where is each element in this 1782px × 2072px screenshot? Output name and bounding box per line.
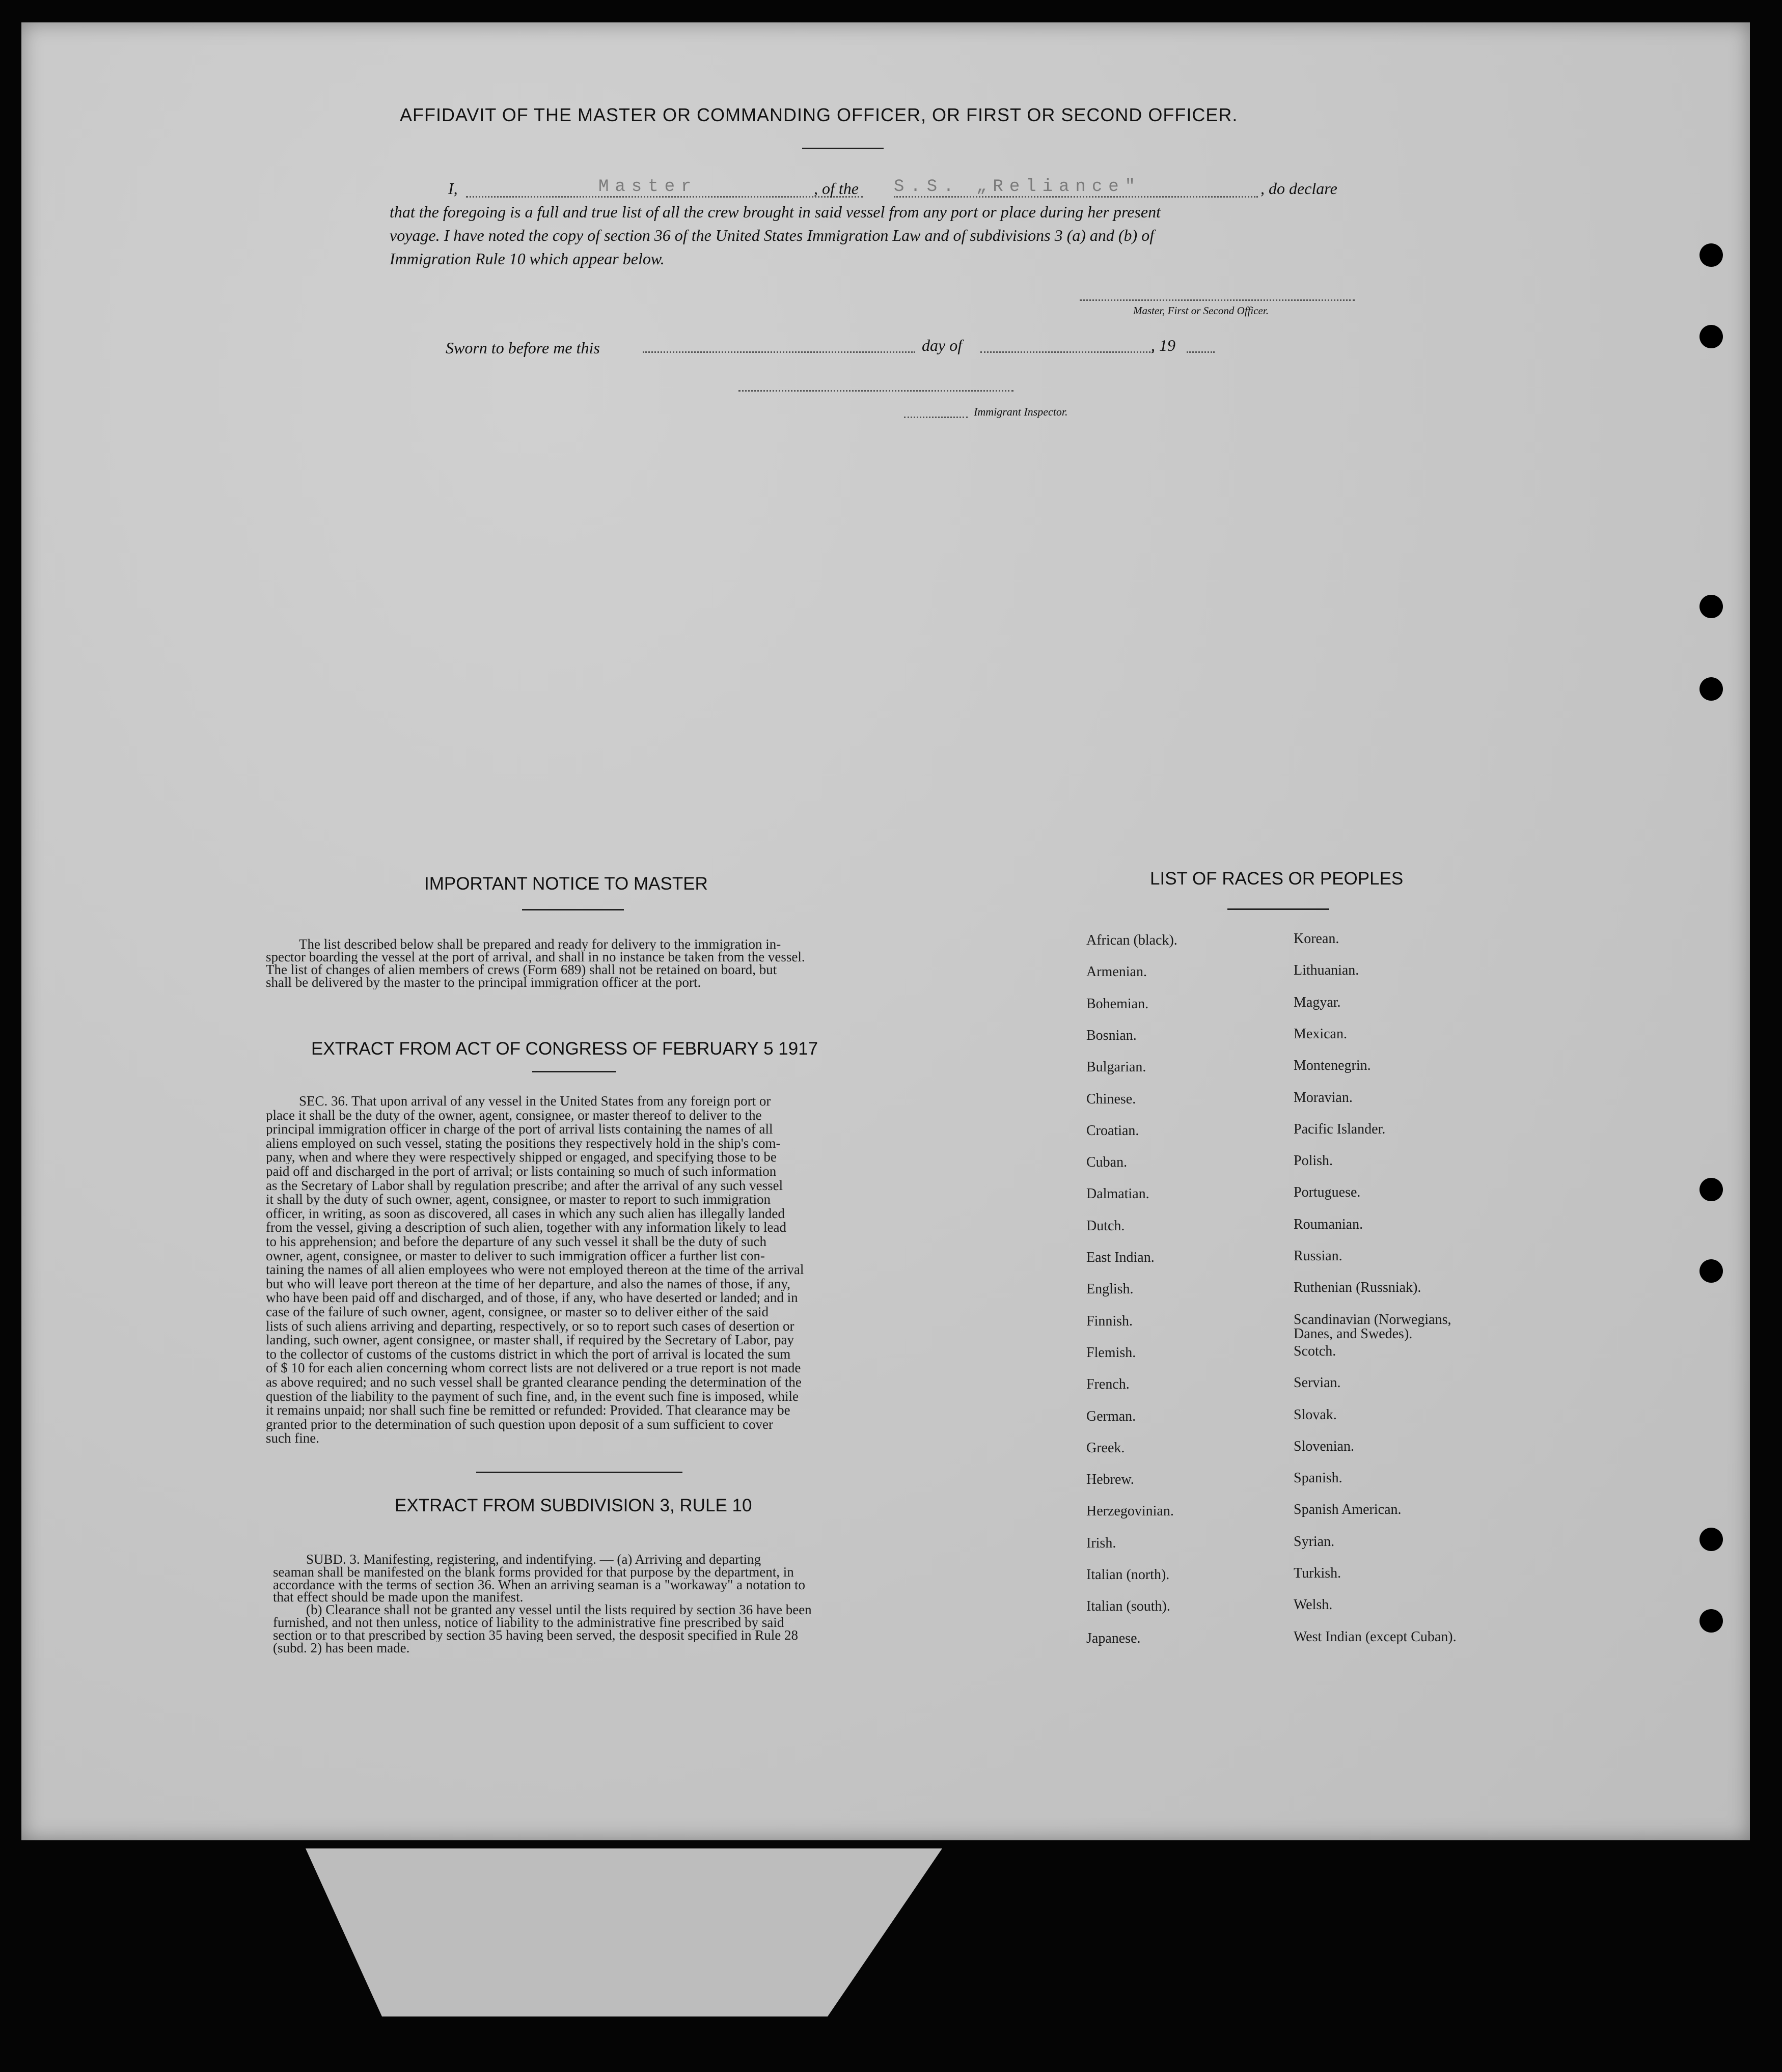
race-item: Dutch. — [1086, 1218, 1125, 1234]
notice-title: IMPORTANT NOTICE TO MASTER — [424, 874, 708, 894]
inspector-line[interactable] — [738, 390, 1013, 392]
vessel-typed: S.S. „Reliance" — [894, 177, 1142, 197]
act-text-line: lists of such aliens arriving and departing, respectively, or so to report such cases of desertion or — [266, 1318, 794, 1333]
paper-tab — [306, 1848, 942, 2016]
race-item: East Indian. — [1086, 1250, 1155, 1265]
act-text-line: of $ 10 for each alien concerning whom correct lists are not delivered or a true report is not made — [266, 1361, 801, 1375]
act-text-line: to the collector of customs of the customs district in which the port of arrival is located the sum — [266, 1346, 791, 1361]
rule-title: EXTRACT FROM SUBDIVISION 3, RULE 10 — [395, 1496, 752, 1515]
race-item: African (black). — [1086, 932, 1177, 948]
act-rule — [532, 1071, 616, 1072]
race-item: Scandinavian (Norwegians, Danes, and Swedes). — [1294, 1311, 1451, 1342]
race-item: Mexican. — [1294, 1026, 1347, 1042]
act-text-line: it remains unpaid; nor shall such fine be remitted or refunded: Provided. That clearance may be — [266, 1403, 790, 1418]
binder-hole — [1699, 1259, 1723, 1283]
race-item: Turkish. — [1294, 1565, 1341, 1581]
race-item: Lithuanian. — [1294, 962, 1359, 979]
rule-text-line: (b) Clearance shall not be granted any vessel until the lists required by section 36 have been — [306, 1603, 812, 1617]
act-text-line: such fine. — [266, 1431, 319, 1446]
race-item: Moravian. — [1294, 1089, 1353, 1106]
affidavit-line-2: that the foregoing is a full and true list of all the crew brought in said vessel from any port or place during her present — [390, 203, 1161, 221]
separator-rule — [476, 1472, 682, 1473]
act-text-line: as above required; and no such vessel shall be granted clearance pending the determination of the — [266, 1375, 802, 1389]
notice-text-line: spector boarding the vessel at the port of arrival, and shall in no instance be taken from the vessel. — [266, 950, 805, 964]
notice-text-line: The list of changes of alien members of crews (Form 689) shall not be retained on board, but — [266, 962, 777, 977]
act-text-line: it shall by the duty of such owner, agent, consignee, or master to report to such immigration — [266, 1192, 771, 1207]
race-item: Croatian. — [1086, 1122, 1139, 1139]
rule-text-line: (subd. 2) has been made. — [273, 1640, 410, 1655]
race-item: Slovak. — [1294, 1406, 1337, 1423]
affidavit-line-4: Immigration Rule 10 which appear below. — [390, 250, 665, 268]
affidavit-title: AFFIDAVIT OF THE MASTER OR COMMANDING OFFICER, OR FIRST OR SECOND OFFICER. — [400, 104, 1238, 125]
binder-hole — [1699, 1528, 1723, 1551]
race-item: Bulgarian. — [1086, 1059, 1146, 1075]
inspector-caption: Immigrant Inspector. — [974, 405, 1068, 418]
affidavit-of-the: , of the — [814, 179, 859, 198]
year-prefix: , 19 — [1151, 336, 1175, 354]
race-item: Korean. — [1294, 931, 1339, 947]
races-rule — [1227, 908, 1329, 910]
act-text-line: taining the names of all alien employees who were not employed thereon at the time of the arrival — [266, 1262, 804, 1277]
rule-text-line: that effect should be made upon the manifest. — [273, 1590, 524, 1605]
race-item: Irish. — [1086, 1535, 1116, 1551]
notice-text-line: shall be delivered by the master to the principal immigration officer at the port. — [266, 975, 701, 989]
year-field[interactable] — [1187, 351, 1215, 353]
race-item: Italian (south). — [1086, 1598, 1170, 1615]
race-item: Montenegrin. — [1294, 1058, 1371, 1074]
race-item: Roumanian. — [1294, 1216, 1363, 1232]
act-text-line: paid off and discharged in the port of arrival; or lists containing so much of such information — [266, 1164, 777, 1178]
act-text-line: granted prior to the determination of such question upon deposit of a sum sufficient to cover — [266, 1417, 774, 1431]
races-title: LIST OF RACES OR PEOPLES — [1150, 869, 1404, 889]
act-text-line: case of the failure of such owner, agent, consignee, or master so to deliver either of the said — [266, 1305, 769, 1319]
race-item: Magyar. — [1294, 994, 1341, 1010]
act-text-line: place it shall be the duty of the owner, agent, consignee, or master thereof to deliver to the — [266, 1108, 762, 1122]
signature-caption: Master, First or Second Officer. — [1133, 305, 1269, 317]
race-item: Spanish American. — [1294, 1502, 1402, 1518]
race-item: Italian (north). — [1086, 1567, 1170, 1583]
binder-hole — [1699, 1178, 1723, 1201]
sworn-text: Sworn to before me this — [446, 339, 600, 357]
act-text-line: question of the liability to the payment of such fine, and, in the event such fine is imposed, while — [266, 1389, 799, 1403]
race-item: West Indian (except Cuban). — [1294, 1628, 1457, 1645]
affidavit-line-3: voyage. I have noted the copy of section 36 of the United States Immigration Law and of subdivisions 3 (a) and (b) of — [390, 226, 1155, 244]
race-item: Russian. — [1294, 1248, 1342, 1264]
act-text-line: pany, when and where they were respectively shipped or engaged, and specifying those to be — [266, 1150, 777, 1165]
race-item: Syrian. — [1294, 1533, 1335, 1550]
rule-text-line: SUBD. 3. Manifesting, registering, and indentifying. — (a) Arriving and departing — [306, 1552, 761, 1566]
race-item: Pacific Islander. — [1294, 1121, 1386, 1137]
rule-text-line: accordance with the terms of section 36. When an arriving seaman is a "workaway" a notation to — [273, 1577, 805, 1592]
race-item: Portuguese. — [1294, 1184, 1361, 1201]
race-item: Greek. — [1086, 1440, 1125, 1456]
act-text-line: owner, agent, consignee, or master to deliver to such immigration officer a further list con- — [266, 1248, 765, 1263]
act-text-line: who have been paid off and discharged, and of those, if any, who have deserted or landed; and in — [266, 1290, 798, 1305]
race-item: Finnish. — [1086, 1313, 1133, 1329]
binder-hole — [1699, 325, 1723, 348]
month-field[interactable] — [980, 351, 1154, 353]
race-item: English. — [1086, 1281, 1134, 1297]
rank-typed: Master — [598, 177, 698, 197]
binder-hole — [1699, 243, 1723, 267]
act-text-line: as the Secretary of Labor shall by regulation prescribe; and after the arrival of any such vessel — [266, 1178, 783, 1193]
act-text-line: from the vessel, giving a description of such alien, together with any information likely to lead — [266, 1220, 786, 1235]
act-text-line: landing, such owner, agent consignee, or master shall, if required by the Secretary of Labor, pay — [266, 1333, 794, 1347]
race-item: Welsh. — [1294, 1597, 1333, 1613]
race-item: Cuban. — [1086, 1154, 1128, 1171]
race-item: Japanese. — [1086, 1630, 1141, 1646]
inspector-lead — [904, 417, 968, 418]
binder-hole — [1699, 677, 1723, 701]
day-of-text: day of — [922, 336, 963, 354]
act-text-line: principal immigration officer in charge of the port of arrival lists containing the names of all — [266, 1122, 773, 1137]
title-rule — [802, 148, 884, 149]
act-text-line: aliens employed on such vessel, stating the positions they respectively hold in the ship's com- — [266, 1136, 781, 1150]
sworn-day-field[interactable] — [643, 351, 915, 353]
race-item: Servian. — [1294, 1375, 1341, 1391]
affidavit-i: I, — [448, 179, 458, 198]
act-text-line: but who will leave port thereon at the time of her departure, and also the names of those, if any, — [266, 1276, 790, 1291]
race-item: Bohemian. — [1086, 996, 1149, 1012]
binder-hole — [1699, 595, 1723, 618]
act-text-line: to his apprehension; and before the departure of any such vessel it shall be the duty of such — [266, 1234, 766, 1249]
race-item: Hebrew. — [1086, 1472, 1134, 1488]
rule-text-line: seaman shall be manifested on the blank forms provided for that purpose by the department, in — [273, 1564, 794, 1579]
race-item: Bosnian. — [1086, 1027, 1137, 1043]
act-title: EXTRACT FROM ACT OF CONGRESS OF FEBRUARY 5 1917 — [311, 1039, 818, 1059]
race-item: Spanish. — [1294, 1470, 1342, 1486]
rule-text-line: section or to that prescribed by section 35 having been served, the desposit specified in Rule 28 — [273, 1627, 798, 1642]
race-item: Dalmatian. — [1086, 1186, 1149, 1202]
race-item: Slovenian. — [1294, 1438, 1354, 1454]
binder-hole — [1699, 1609, 1723, 1633]
race-item: French. — [1086, 1376, 1130, 1393]
notice-text-line: The list described below shall be prepared and ready for delivery to the immigration in- — [299, 937, 781, 951]
rule-text-line: furnished, and not then unless, notice of liability to the administrative fine prescribed by said — [273, 1615, 784, 1629]
signature-line[interactable] — [1080, 299, 1355, 301]
act-text-line: officer, in writing, as soon as discovered, all cases in which any such alien has illegally landed — [266, 1206, 785, 1221]
race-item: Armenian. — [1086, 964, 1147, 980]
act-text-line: SEC. 36. That upon arrival of any vessel in the United States from any foreign port or — [299, 1094, 771, 1108]
race-item: Herzegovinian. — [1086, 1503, 1174, 1520]
affidavit-declare: , do declare — [1260, 179, 1337, 198]
race-item: Scotch. — [1294, 1343, 1336, 1359]
race-item: German. — [1086, 1408, 1136, 1424]
race-item: Ruthenian (Russniak). — [1294, 1280, 1421, 1296]
race-item: Polish. — [1294, 1153, 1333, 1169]
race-item: Chinese. — [1086, 1091, 1136, 1107]
race-item: Flemish. — [1086, 1344, 1136, 1361]
notice-rule — [522, 909, 624, 910]
